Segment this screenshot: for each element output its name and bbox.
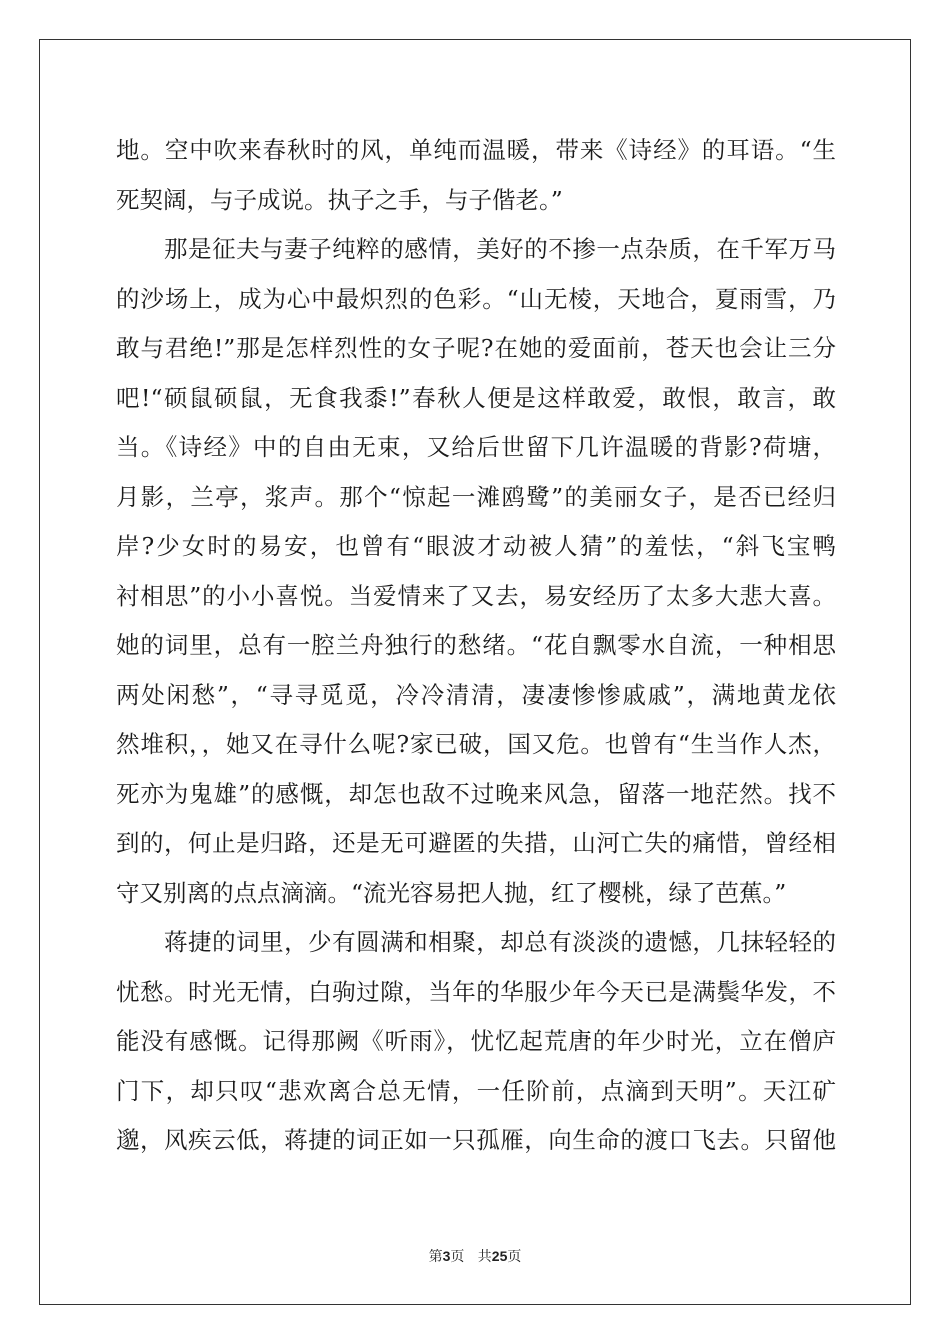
text-line: 岸?少女时的易安，也曾有“眼波才动被人猜”的羞怯，“斜飞宝鸭 (116, 532, 836, 560)
page-footer (0, 1246, 950, 1266)
text-line: 死亦为鬼雄”的感慨，却怎也敌不过晚来风急，留落一地茫然。找不 (116, 779, 836, 808)
text-line: 敢与君绝!”那是怎样烈性的女子呢?在她的爱面前，苍天也会让三分 (116, 334, 836, 362)
text-line: 蒋捷的词里，少有圆满和相聚，却总有淡淡的遗憾，几抹轻轻的 (116, 928, 836, 956)
text-line: 衬相思”的小小喜悦。当爱情来了又去，易安经历了太多大悲大喜。 (116, 581, 836, 610)
paragraph-1 (116, 126, 836, 225)
text-line: 邈，风疾云低，蒋捷的词正如一只孤雁，向生命的渡口飞去。只留他 (116, 1126, 836, 1154)
paragraph-3 (116, 918, 836, 1166)
text-line: 吧!“硕鼠硕鼠，无食我黍!”春秋人便是这样敢爱，敢恨，敢言，敢 (116, 383, 836, 412)
text-line: 到的，何止是归路，还是无可避匿的失措，山河亡失的痛惜，曾经相 (116, 829, 836, 857)
total-suffix: 页 (507, 1249, 522, 1265)
text-line: 月影，兰亭，浆声。那个“惊起一滩鸥鹭”的美丽女子，是否已经归 (116, 482, 836, 511)
text-line: 然堆积，，她又在寻什么呢?家已破，国又危。也曾有“生当作人杰， (116, 730, 836, 758)
text-line: 守又别离的点点滴滴。“流光容易把人抛，红了樱桃，绿了芭蕉。” (116, 878, 787, 907)
page-suffix: 页 (450, 1249, 465, 1265)
total-pages: 25 (491, 1248, 508, 1264)
text-line: 门下，却只叹“悲欢离合总无情，一任阶前，点滴到天明”。天江矿 (116, 1076, 836, 1105)
paragraph-2 (116, 225, 836, 918)
document-body (116, 126, 836, 1166)
text-line: 两处闲愁”，“寻寻觅觅，冷冷清清，凄凄惨惨戚戚”，满地黄龙依 (116, 680, 836, 709)
text-line: 的沙场上，成为心中最炽烈的色彩。“山无棱，天地合，夏雨雪，乃 (116, 284, 836, 313)
page-prefix: 第 (428, 1249, 443, 1265)
text-line: 那是征夫与妻子纯粹的感情，美好的不掺一点杂质，在千军万马 (116, 235, 836, 263)
text-line: 当。《诗经》中的自由无束，又给后世留下几许温暖的背影?荷塘， (116, 433, 836, 461)
text-line: 能没有感慨。记得那阙《听雨》，忧忆起荒唐的年少时光，立在僧庐 (116, 1027, 836, 1055)
text-line: 死契阔，与子成说。执子之手，与子偕老。” (116, 185, 563, 214)
text-line: 她的词里，总有一腔兰舟独行的愁绪。“花自飘零水自流，一种相思 (116, 631, 836, 659)
total-prefix: 共 (477, 1249, 492, 1265)
page-number: 3 (442, 1248, 451, 1264)
text-line: 地。空中吹来春秋时的风，单纯而温暖，带来《诗经》的耳语。“生 (116, 136, 836, 164)
text-line: 忧愁。时光无情，白驹过隙，当年的华服少年今天已是满鬓华发，不 (116, 977, 836, 1006)
